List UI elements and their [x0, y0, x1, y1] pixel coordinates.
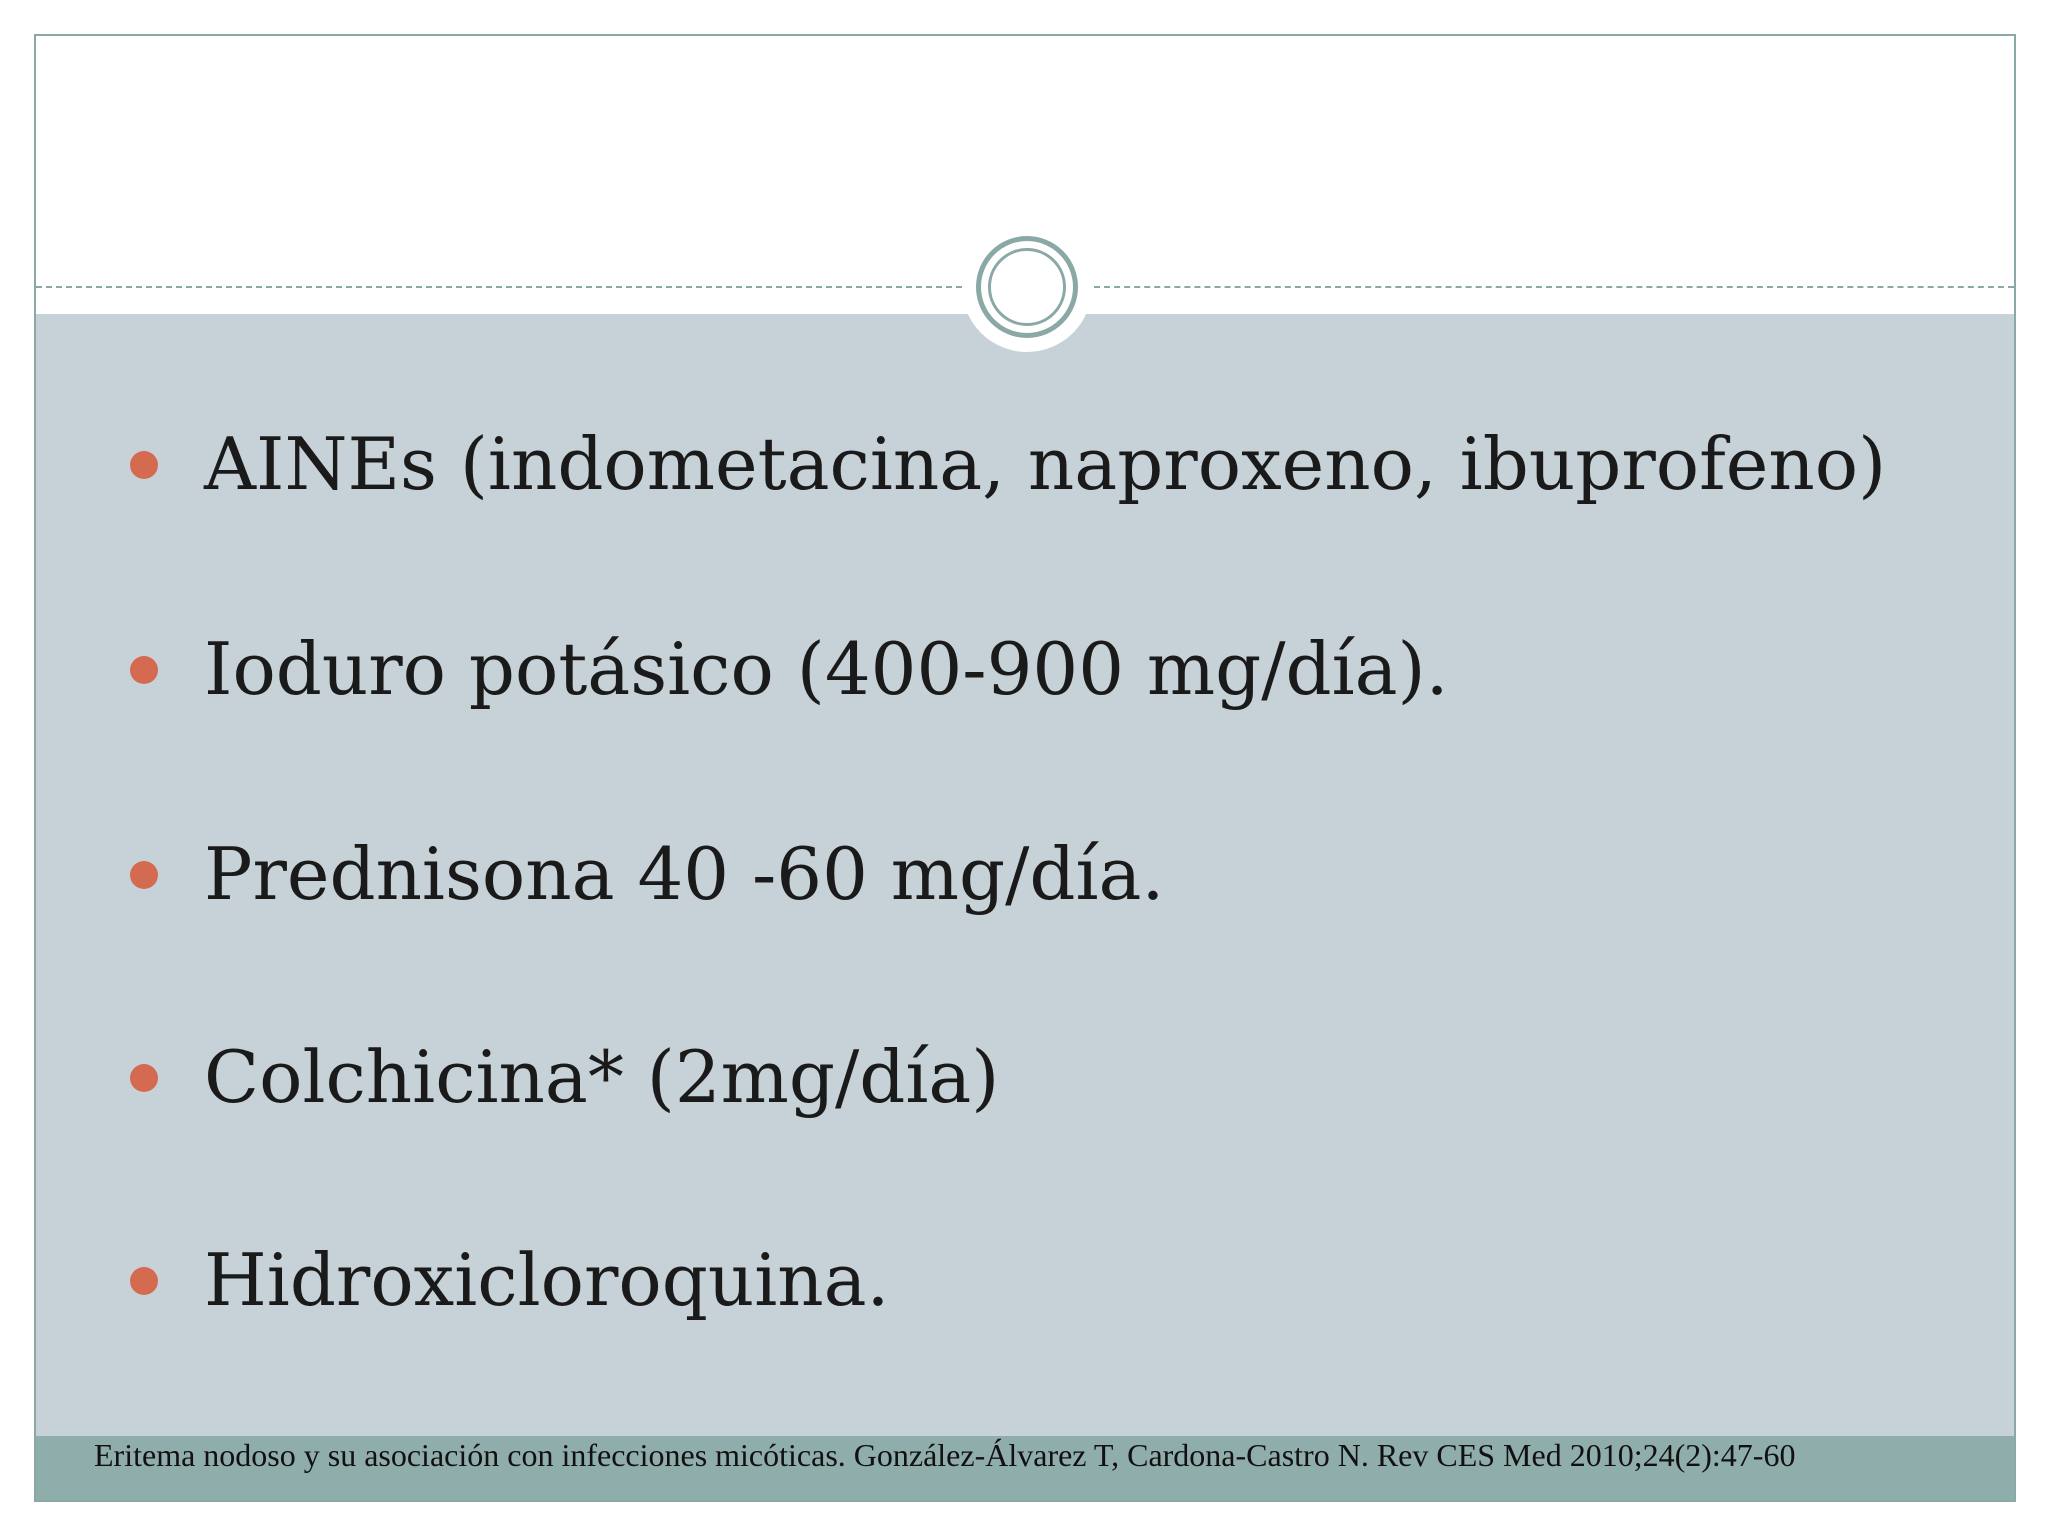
list-item — [36, 824, 2014, 924]
footer-citation: Eritema nodoso y su asociación con infecciones micóticas. González-Álvarez T, Cardona-Castro N. Rev CES Med 2010;24(2):47-60 — [94, 1437, 1796, 1473]
bullet-text: AINEs (indometacina, naproxeno, ibuprofeno) — [204, 422, 1887, 506]
header-dashed-divider-right — [1094, 286, 2014, 288]
header-dashed-divider-left — [36, 286, 962, 288]
bullet-text: Colchicina* (2mg/día) — [204, 1035, 1000, 1119]
slide-frame — [34, 34, 2016, 1502]
list-item — [36, 619, 2014, 719]
list-item — [36, 414, 2014, 514]
slide-content — [36, 314, 2014, 1436]
bullet-text: Hidroxicloroquina. — [204, 1238, 890, 1322]
bullet-text: Prednisona 40 -60 mg/día. — [204, 832, 1165, 916]
dot-bullet-icon — [130, 1064, 158, 1092]
double-ring-circle-inner — [988, 248, 1066, 326]
list-item — [36, 1230, 2014, 1330]
dot-bullet-icon — [130, 451, 158, 479]
bullet-text: Ioduro potásico (400-900 mg/día). — [204, 627, 1449, 711]
dot-bullet-icon — [130, 1267, 158, 1295]
slide-footer — [36, 1436, 2014, 1502]
bullet-list — [36, 314, 2014, 1436]
dot-bullet-icon — [130, 656, 158, 684]
dot-bullet-icon — [130, 861, 158, 889]
list-item — [36, 1027, 2014, 1127]
